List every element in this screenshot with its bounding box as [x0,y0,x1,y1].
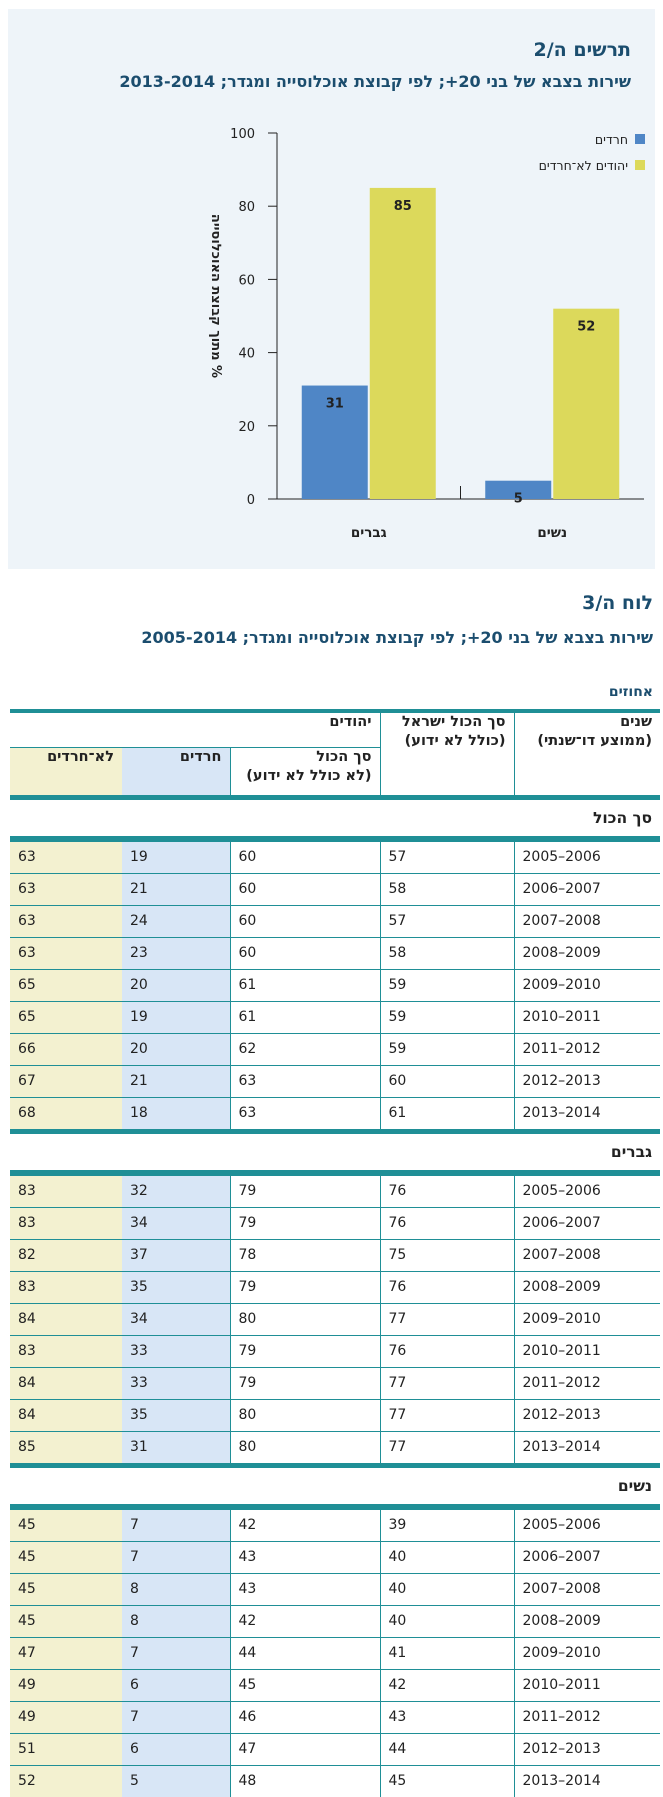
cell-jews-total: 78 [230,1239,380,1271]
table-title: לוח ה/3 [582,592,653,614]
table-row [10,1765,660,1797]
cell-total-israel: 61 [380,1097,514,1129]
cell-non-haredi: 47 [10,1637,122,1669]
legend-label: יהודים לא־חרדים [538,158,628,173]
cell-non-haredi: 68 [10,1097,122,1129]
cell-haredi: 31 [122,1431,230,1463]
cell-years: 2011–2012 [514,1033,660,1065]
cell-years: 2010–2011 [514,1669,660,1701]
cell-jews-total: 80 [230,1431,380,1463]
cell-jews-total: 80 [230,1303,380,1335]
bar-data-label: 52 [577,319,596,335]
y-tick-label: 100 [230,127,255,142]
bar-data-label: 31 [325,396,344,412]
table-row [10,1541,660,1573]
chart-title: תרשים ה/2 [533,39,631,61]
bar-data-label: 5 [513,491,523,507]
section-label: סך הכול [592,809,652,827]
cell-non-haredi: 83 [10,1335,122,1367]
data-table-container [10,709,660,1797]
cell-total-israel: 75 [380,1239,514,1271]
table-subtitle: שירות בצבא של בני 20+; לפי קבוצת אוכלוסייה ומגדר; 2005-2014 [141,628,653,647]
chart-panel [8,9,655,569]
cell-total-israel: 40 [380,1541,514,1573]
cell-non-haredi: 45 [10,1509,122,1541]
cell-haredi: 35 [122,1399,230,1431]
x-category-label: נשים [537,525,568,541]
bar [370,188,436,499]
table-row [10,1733,660,1765]
cell-jews-total: 43 [230,1541,380,1573]
cell-years: 2005–2006 [514,1509,660,1541]
cell-years: 2007–2008 [514,1573,660,1605]
cell-total-israel: 41 [380,1637,514,1669]
table-row [10,969,660,1001]
cell-total-israel: 58 [380,873,514,905]
table-row [10,1271,660,1303]
data-table [10,709,660,1797]
x-category-label: גברים [350,525,387,541]
table-row [10,1175,660,1207]
cell-haredi: 21 [122,1065,230,1097]
cell-years: 2012–2013 [514,1399,660,1431]
table-row [10,1367,660,1399]
bar-data-label: 85 [393,198,412,214]
cell-years: 2010–2011 [514,1001,660,1033]
table-row [10,1097,660,1129]
cell-jews-total: 79 [230,1335,380,1367]
cell-years: 2013–2014 [514,1097,660,1129]
cell-total-israel: 40 [380,1573,514,1605]
cell-non-haredi: 49 [10,1669,122,1701]
cell-haredi: 19 [122,841,230,873]
cell-years: 2013–2014 [514,1431,660,1463]
cell-non-haredi: 67 [10,1065,122,1097]
cell-jews-total: 42 [230,1509,380,1541]
bar [553,309,619,499]
bar-chart [8,9,655,569]
cell-years: 2008–2009 [514,1271,660,1303]
cell-jews-total: 45 [230,1669,380,1701]
cell-total-israel: 58 [380,937,514,969]
header-jews-group: יהודים [10,713,380,747]
cell-non-haredi: 84 [10,1399,122,1431]
table-row [10,1303,660,1335]
cell-jews-total: 60 [230,841,380,873]
cell-jews-total: 43 [230,1573,380,1605]
cell-years: 2008–2009 [514,937,660,969]
cell-haredi: 8 [122,1605,230,1637]
cell-non-haredi: 65 [10,969,122,1001]
cell-haredi: 7 [122,1701,230,1733]
table-row [10,905,660,937]
cell-jews-total: 48 [230,1765,380,1797]
cell-total-israel: 57 [380,841,514,873]
cell-haredi: 33 [122,1367,230,1399]
cell-non-haredi: 65 [10,1001,122,1033]
cell-years: 2006–2007 [514,873,660,905]
cell-haredi: 35 [122,1271,230,1303]
cell-years: 2010–2011 [514,1335,660,1367]
cell-jews-total: 60 [230,905,380,937]
cell-non-haredi: 63 [10,841,122,873]
cell-years: 2005–2006 [514,841,660,873]
cell-total-israel: 43 [380,1701,514,1733]
cell-jews-total: 60 [230,937,380,969]
cell-non-haredi: 63 [10,873,122,905]
unit-label: אחוזים [608,684,653,700]
cell-haredi: 5 [122,1765,230,1797]
legend-swatch [635,134,645,144]
table-row [10,1701,660,1733]
cell-total-israel: 42 [380,1669,514,1701]
cell-haredi: 37 [122,1239,230,1271]
table-row [10,1573,660,1605]
cell-years: 2007–2008 [514,905,660,937]
header-haredi: חרדים [122,747,230,795]
cell-haredi: 34 [122,1207,230,1239]
cell-jews-total: 62 [230,1033,380,1065]
cell-jews-total: 79 [230,1367,380,1399]
y-tick-label: 80 [238,200,255,216]
cell-haredi: 23 [122,937,230,969]
cell-non-haredi: 83 [10,1175,122,1207]
cell-jews-total: 63 [230,1065,380,1097]
cell-non-haredi: 84 [10,1303,122,1335]
cell-total-israel: 59 [380,1033,514,1065]
cell-jews-total: 79 [230,1175,380,1207]
section-label: גברים [610,1143,652,1161]
cell-non-haredi: 51 [10,1733,122,1765]
header-total-israel: סך הכול ישראל (כולל לא ידוע) [380,713,514,795]
cell-jews-total: 79 [230,1207,380,1239]
cell-years: 2008–2009 [514,1605,660,1637]
cell-non-haredi: 82 [10,1239,122,1271]
cell-total-israel: 57 [380,905,514,937]
cell-non-haredi: 83 [10,1207,122,1239]
cell-haredi: 21 [122,873,230,905]
cell-total-israel: 77 [380,1303,514,1335]
section-label: נשים [617,1477,652,1495]
cell-years: 2009–2010 [514,1303,660,1335]
cell-jews-total: 44 [230,1637,380,1669]
cell-years: 2012–2013 [514,1065,660,1097]
table-row [10,1431,660,1463]
cell-haredi: 7 [122,1541,230,1573]
cell-total-israel: 76 [380,1335,514,1367]
cell-years: 2011–2012 [514,1367,660,1399]
cell-total-israel: 76 [380,1175,514,1207]
table-row [10,1399,660,1431]
y-axis-label: % מתוך קבוצת האוכלוסייה [208,213,223,379]
cell-total-israel: 76 [380,1271,514,1303]
cell-jews-total: 61 [230,969,380,1001]
table-row [10,873,660,905]
header-years: שנים (ממוצע דו־שנתי) [537,714,652,749]
legend-label: חרדים [594,132,628,147]
cell-non-haredi: 45 [10,1605,122,1637]
cell-jews-total: 79 [230,1271,380,1303]
cell-haredi: 18 [122,1097,230,1129]
cell-haredi: 8 [122,1573,230,1605]
cell-haredi: 6 [122,1669,230,1701]
cell-total-israel: 77 [380,1399,514,1431]
cell-jews-total: 80 [230,1399,380,1431]
header-non-haredi: לא־חרדים [10,747,122,795]
cell-years: 2006–2007 [514,1207,660,1239]
cell-total-israel: 60 [380,1065,514,1097]
table-row [10,1637,660,1669]
cell-years: 2011–2012 [514,1701,660,1733]
cell-haredi: 34 [122,1303,230,1335]
cell-haredi: 20 [122,969,230,1001]
cell-total-israel: 44 [380,1733,514,1765]
cell-years: 2012–2013 [514,1733,660,1765]
table-row [10,1239,660,1271]
table-row [10,1605,660,1637]
cell-non-haredi: 45 [10,1541,122,1573]
table-row [10,1669,660,1701]
cell-haredi: 20 [122,1033,230,1065]
cell-non-haredi: 83 [10,1271,122,1303]
cell-total-israel: 45 [380,1765,514,1797]
cell-non-haredi: 66 [10,1033,122,1065]
cell-years: 2007–2008 [514,1239,660,1271]
cell-non-haredi: 84 [10,1367,122,1399]
table-row [10,937,660,969]
y-tick-label: 20 [238,419,255,435]
y-tick-label: 0 [246,493,255,508]
cell-total-israel: 77 [380,1431,514,1463]
cell-non-haredi: 63 [10,905,122,937]
chart-subtitle: שירות בצבא של בני 20+; לפי קבוצת אוכלוסייה ומגדר; 2013-2014 [119,72,631,91]
cell-total-israel: 39 [380,1509,514,1541]
cell-non-haredi: 49 [10,1701,122,1733]
cell-non-haredi: 52 [10,1765,122,1797]
cell-non-haredi: 45 [10,1573,122,1605]
y-tick-label: 40 [238,346,255,362]
legend-swatch [635,160,645,170]
table-row [10,1509,660,1541]
cell-haredi: 19 [122,1001,230,1033]
cell-years: 2009–2010 [514,1637,660,1669]
cell-haredi: 6 [122,1733,230,1765]
cell-non-haredi: 85 [10,1431,122,1463]
header-jews-total: סך הכול (לא כולל לא ידוע) [230,747,380,795]
cell-haredi: 7 [122,1509,230,1541]
cell-total-israel: 40 [380,1605,514,1637]
cell-jews-total: 42 [230,1605,380,1637]
cell-non-haredi: 63 [10,937,122,969]
cell-total-israel: 59 [380,1001,514,1033]
cell-jews-total: 63 [230,1097,380,1129]
cell-total-israel: 59 [380,969,514,1001]
cell-years: 2013–2014 [514,1765,660,1797]
cell-haredi: 24 [122,905,230,937]
cell-haredi: 7 [122,1637,230,1669]
cell-jews-total: 47 [230,1733,380,1765]
table-row [10,1033,660,1065]
table-row [10,841,660,873]
cell-years: 2009–2010 [514,969,660,1001]
cell-years: 2005–2006 [514,1175,660,1207]
cell-jews-total: 46 [230,1701,380,1733]
cell-haredi: 32 [122,1175,230,1207]
table-row [10,1207,660,1239]
y-tick-label: 60 [238,273,255,289]
table-row [10,1065,660,1097]
cell-haredi: 33 [122,1335,230,1367]
cell-jews-total: 61 [230,1001,380,1033]
cell-total-israel: 76 [380,1207,514,1239]
cell-jews-total: 60 [230,873,380,905]
cell-total-israel: 77 [380,1367,514,1399]
cell-years: 2006–2007 [514,1541,660,1573]
table-row [10,1001,660,1033]
table-row [10,1335,660,1367]
